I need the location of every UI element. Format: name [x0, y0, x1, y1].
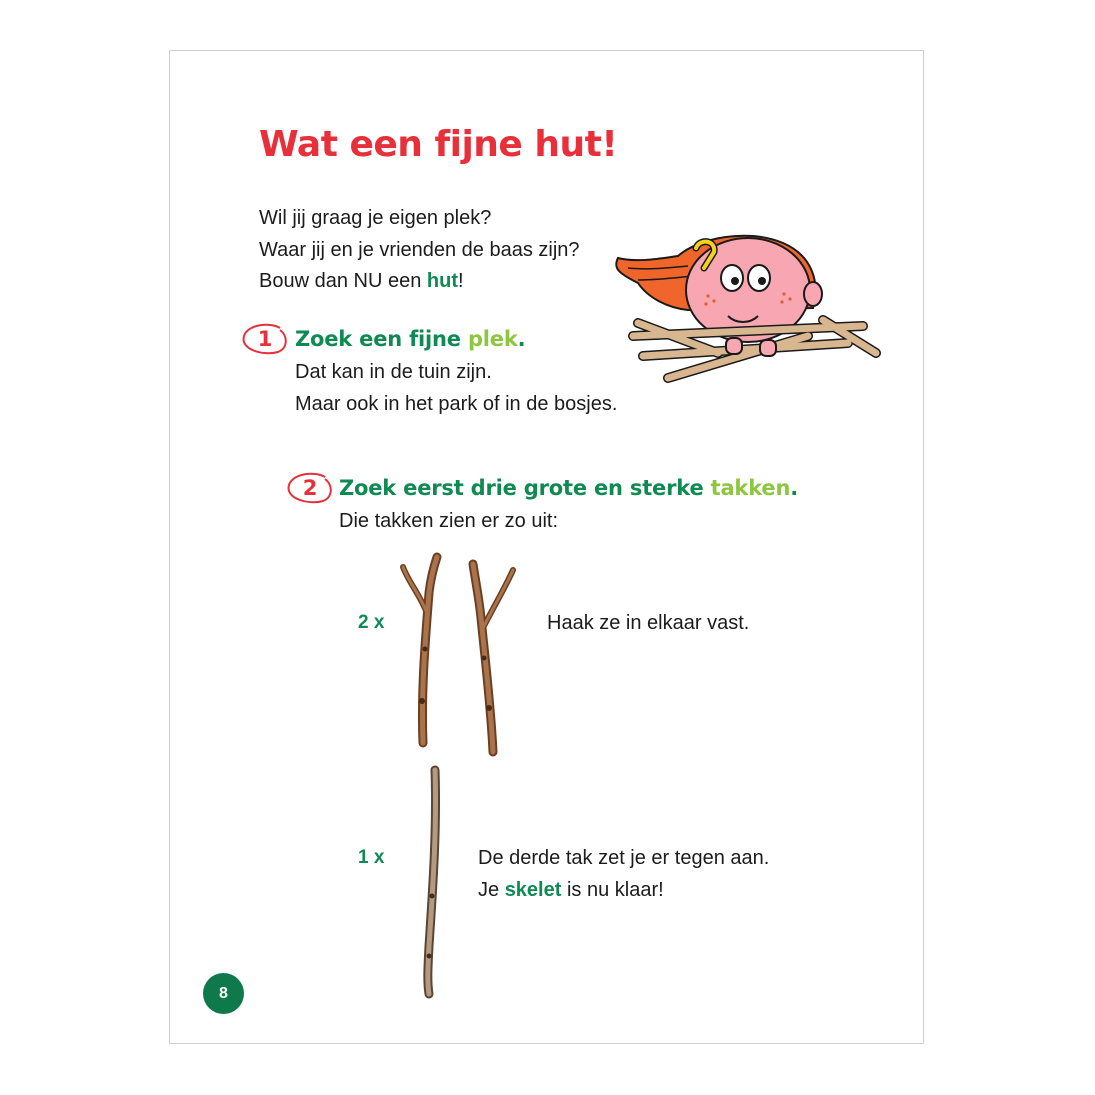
step-1-line-2: Maar ook in het park of in de bosjes.	[295, 393, 618, 415]
forked-branch-instruction: Haak ze in elkaar vast.	[547, 612, 750, 634]
keyword-plek: plek	[467, 327, 518, 351]
step-1-line-1: Dat kan in de tuin zijn.	[295, 361, 492, 383]
intro-line-3-end: !	[457, 270, 464, 292]
straight-branch-count: 1 x	[358, 847, 385, 868]
step-2-heading-start: Zoek eerst drie grote en sterke	[339, 476, 711, 500]
straight-branch-image	[415, 766, 450, 998]
page-number-badge: 8	[203, 973, 244, 1014]
step-2-heading	[339, 476, 798, 500]
straight-branch-line-2-end: is nu klaar!	[561, 879, 664, 901]
straight-branch-instruction	[478, 842, 769, 906]
page-title: Wat een fijne hut!	[259, 124, 618, 165]
step-2-subline: Die takken zien er zo uit:	[339, 510, 558, 532]
forked-branch-left-image	[395, 553, 445, 748]
intro-line-1: Wil jij graag je eigen plek?	[259, 207, 492, 229]
branch-pile	[633, 320, 876, 378]
straight-branch-line-2	[478, 874, 769, 906]
step-2-heading-end: .	[790, 476, 798, 500]
girl-with-branches-illustration	[608, 228, 888, 388]
intro-line-3-start: Bouw dan NU een	[259, 270, 427, 292]
intro-line-3	[259, 266, 580, 298]
forked-branch-count: 2 x	[358, 612, 385, 633]
keyword-takken: takken	[710, 476, 791, 500]
step-2-number: 2	[302, 476, 318, 500]
keyword-skelet: skelet	[504, 879, 562, 901]
straight-branch-line-2-start: Je	[478, 879, 505, 901]
straight-branch-line-1: De derde tak zet je er tegen aan.	[478, 847, 770, 869]
step-1-number: 1	[257, 327, 273, 351]
step-1-heading	[295, 327, 525, 351]
step-1-heading-start: Zoek een fijne	[295, 327, 468, 351]
keyword-hut: hut	[426, 270, 458, 292]
forked-branch-right-image	[465, 558, 520, 756]
intro-text	[259, 203, 580, 298]
step-1-text	[295, 356, 617, 420]
intro-line-2: Waar jij en je vrienden de baas zijn?	[259, 238, 580, 261]
step-1-heading-end: .	[517, 327, 526, 351]
